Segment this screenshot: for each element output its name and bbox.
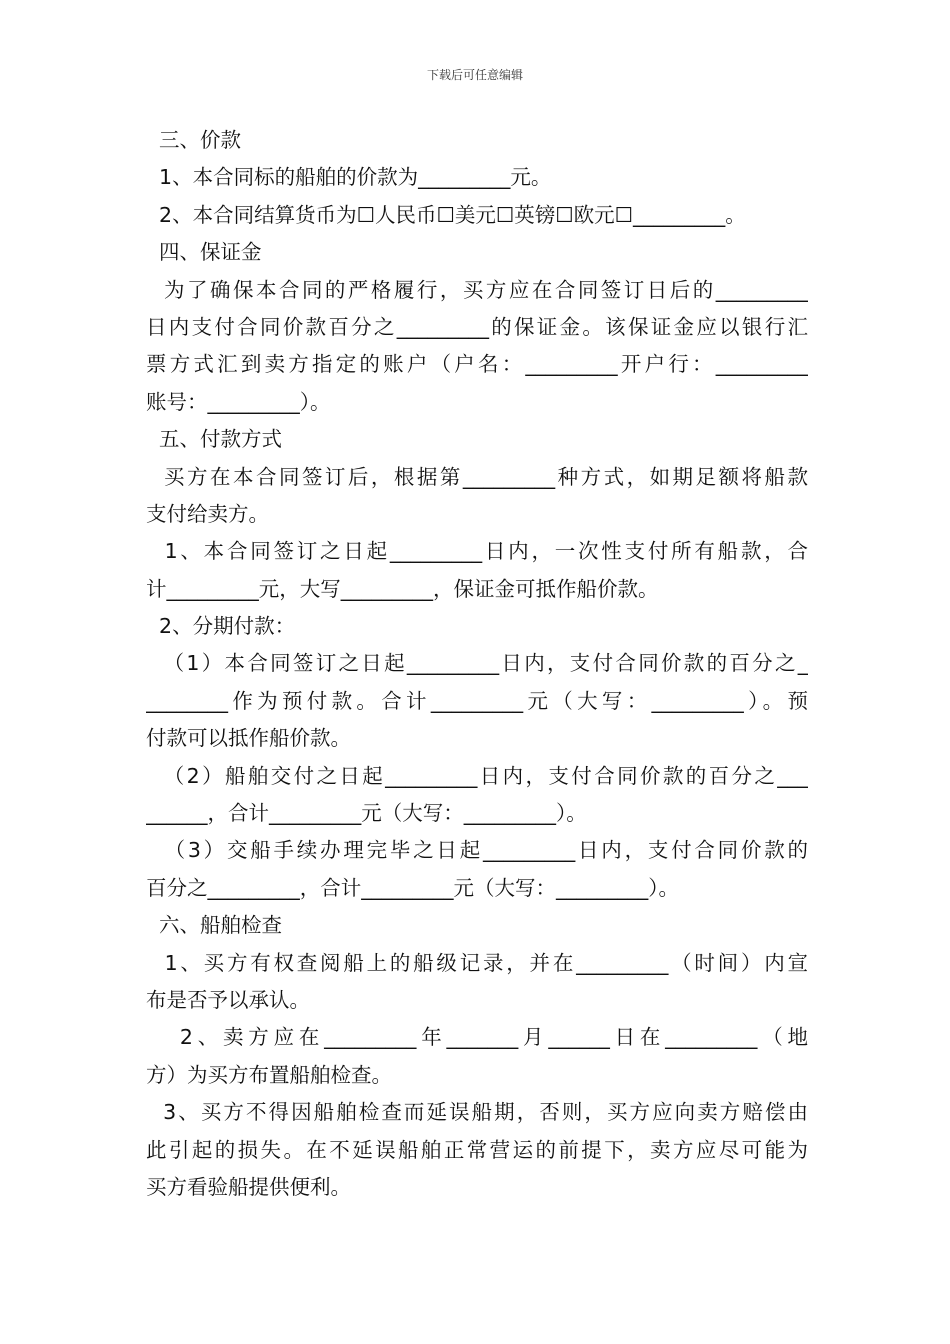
text-line: 布是否予以承认。 bbox=[146, 987, 310, 1012]
text-line: 3、买方不得因船舶检查而延误船期，否则，买方应向卖方赔偿由 bbox=[146, 1100, 808, 1125]
subsection-heading-installment: 2、分期付款： bbox=[146, 614, 296, 639]
text-line: 计_________元，大写_________，保证金可抵作船价款。 bbox=[146, 576, 659, 601]
document-body bbox=[146, 122, 808, 1206]
section-heading-deposit: 四、保证金 bbox=[146, 240, 262, 265]
text-line: （2）船舶交付之日起_________日内，支付合同价款的百分之___ bbox=[146, 763, 808, 788]
text-line: 买方看验船提供便利。 bbox=[146, 1174, 351, 1199]
text-line: 付款可以抵作船价款。 bbox=[146, 726, 351, 751]
text-line: 票方式汇到卖方指定的账户（户名：_________开户行：_________ bbox=[146, 352, 808, 377]
text-line: 支付给卖方。 bbox=[146, 501, 269, 526]
text-line: 方）为买方布置船舶检查。 bbox=[146, 1062, 392, 1087]
text-line: 百分之_________，合计_________元（大写：_________）。 bbox=[146, 875, 679, 900]
text-line: 2、本合同结算货币为☐人民币☐美元☐英镑☐欧元☐_________。 bbox=[146, 202, 746, 227]
text-line: 买方在本合同签订后，根据第_________种方式，如期足额将船款 bbox=[146, 464, 808, 489]
text-line: 1、买方有权查阅船上的船级记录，并在_________（时间）内宣 bbox=[146, 950, 808, 975]
text-line: 2、卖方应在_________年_______月______日在_________（地 bbox=[146, 1025, 808, 1050]
page-header: 下载后可任意编辑 bbox=[426, 68, 523, 82]
text-line: 为了确保本合同的严格履行，买方应在合同签订日后的_________ bbox=[146, 277, 808, 302]
text-line: 此引起的损失。在不延误船舶正常营运的前提下，卖方应尽可能为 bbox=[146, 1137, 808, 1162]
section-heading-payment: 五、付款方式 bbox=[146, 427, 283, 452]
section-heading-inspection: 六、船舶检查 bbox=[146, 913, 283, 938]
text-line: ________作为预付款。合计_________元（大写：_________）。预 bbox=[146, 688, 808, 713]
text-line: 日内支付合同价款百分之_________的保证金。该保证金应以银行汇 bbox=[146, 314, 808, 339]
text-line: （3）交船手续办理完毕之日起_________日内，支付合同价款的 bbox=[146, 838, 808, 863]
section-heading-price: 三、价款 bbox=[146, 128, 242, 152]
text-line: （1）本合同签订之日起_________日内，支付合同价款的百分之_ bbox=[146, 651, 808, 676]
text-line: 1、本合同签订之日起_________日内，一次性支付所有船款，合 bbox=[146, 539, 808, 564]
text-line: 1、本合同标的船舶的价款为_________元。 bbox=[146, 165, 552, 190]
text-line: ______，合计_________元（大写：_________）。 bbox=[146, 801, 587, 826]
text-line: 账号：_________）。 bbox=[146, 389, 331, 414]
